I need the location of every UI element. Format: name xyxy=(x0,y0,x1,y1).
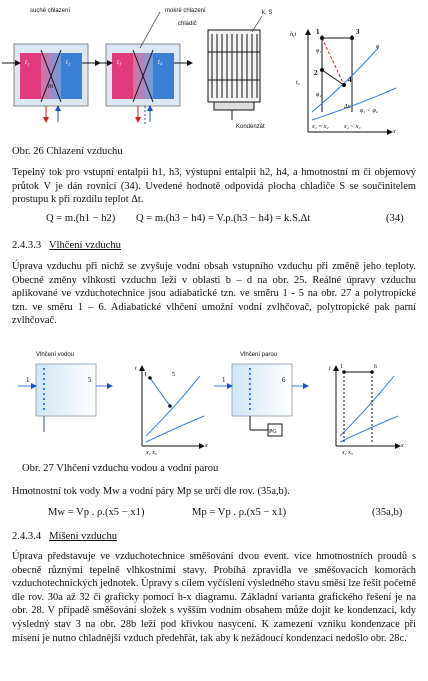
section-title: Vlhčení vzduchu xyxy=(48,240,121,251)
fig27-label-steam: Vlhčení parou xyxy=(240,352,278,358)
svg-text:x₁ x₅: x₁ x₅ xyxy=(146,450,157,456)
dry-cooling-unit xyxy=(2,44,100,122)
svg-text:5: 5 xyxy=(172,372,175,378)
equation-35b: Mp = Vp . ρ.(x5 − x1) xyxy=(192,507,287,518)
fig26-label-ks: k, S xyxy=(262,10,273,16)
section-title: Míšení vzduchu xyxy=(49,531,118,542)
svg-text:φ₂: φ₂ xyxy=(316,92,322,98)
section-heading-2434 xyxy=(12,531,117,542)
svg-text:φ: φ xyxy=(376,44,380,50)
svg-text:t: t xyxy=(135,366,137,372)
paragraph-mixing: Úprava představuje ve vzduchotechnice směšování dvou event. více hmotnostních proudů s obecně různými tepelně vlhkostními stavy. Probíhá zpravidla ve směšovacích komorách vzduchotechnických jednotek. Úpravy s cílem vyčíslení výsledného stavu směsi lze řešit početně dle rov. 30a až 32 či graficky pomocí h-x diagramu. Základní varianta grafického řešení je na obr. 28. V případě směšování složek s vyšším vodním obsahem může dojít ke kondenzaci, kdy výsledný stav 3 na obr. 28b leží pod křivkou nasycení. K zamezení vzniku kondenzace při mísení je nutno chladnější vzduch předehřát, tak aby k nežádoucí kondenzaci nedošlo obr. 28c. xyxy=(12,551,416,644)
hx-diagram-steam xyxy=(329,364,404,456)
section-heading-2433 xyxy=(12,240,121,251)
svg-text:5: 5 xyxy=(88,376,92,384)
fig26-label-cooler: chladič xyxy=(178,21,197,27)
equation-34-number: (34) xyxy=(386,213,404,224)
svg-text:t: t xyxy=(329,366,331,372)
svg-text:m: m xyxy=(48,82,54,90)
svg-text:1: 1 xyxy=(144,372,147,378)
svg-text:x: x xyxy=(205,443,208,449)
svg-text:t₃: t₃ xyxy=(117,58,122,66)
svg-text:x: x xyxy=(401,443,404,449)
paragraph-mass-flow: Hmotnostní tok vody Mw a vodní páry Mp se určí dle rov. (35a,b). xyxy=(12,486,290,497)
fig26-drawing xyxy=(0,0,428,140)
svg-text:2: 2 xyxy=(314,69,318,77)
fig27-caption: Obr. 27 Vlhčení vzduchu vodou a vodní parou xyxy=(22,463,219,474)
svg-text:1: 1 xyxy=(316,28,320,36)
cooler-coil xyxy=(208,16,262,120)
svg-text:1: 1 xyxy=(340,364,343,370)
svg-text:t₂: t₂ xyxy=(66,58,71,66)
equation-34-left: Q = m.(h1 − h2) xyxy=(46,213,116,224)
svg-text:6: 6 xyxy=(282,376,286,384)
fig26-label-condensate: Kondenzát xyxy=(236,124,265,130)
svg-text:PG: PG xyxy=(269,429,277,435)
equation-34-right: Q = m.(h3 − h4) = V.ρ.(h3 − h4) = k.S.Δt xyxy=(136,213,311,224)
svg-text:t₅: t₅ xyxy=(296,80,300,86)
fig26-label-wet: mokré chlazení xyxy=(165,8,206,14)
equation-35a: Mw = Vp . ρ.(x5 − x1) xyxy=(48,507,145,518)
fig26-caption: Obr. 26 Chlazení vzduchu xyxy=(12,146,123,157)
svg-text:Δx: Δx xyxy=(344,104,351,110)
svg-text:x₄ < x₃: x₄ < x₃ xyxy=(344,124,361,130)
hx-diagram-water xyxy=(135,366,208,456)
fig27-drawing xyxy=(0,356,428,456)
water-humidifier-unit xyxy=(18,364,112,432)
svg-text:3: 3 xyxy=(356,28,360,36)
svg-text:1: 1 xyxy=(222,376,226,384)
section-number: 2.4.3.4 xyxy=(12,531,42,542)
steam-humidifier-unit xyxy=(214,364,308,436)
svg-text:1: 1 xyxy=(26,376,30,384)
wet-cooling-unit xyxy=(94,12,192,124)
fig27-label-water: Vlhčení vodou xyxy=(36,352,75,358)
svg-text:x: x xyxy=(393,129,396,135)
svg-text:6: 6 xyxy=(374,364,377,370)
svg-text:x₁ = x₂: x₁ = x₂ xyxy=(312,124,329,130)
hx-diagram-cooling xyxy=(290,28,396,135)
paragraph-humidification: Úprava vzduchu při nichž se zvyšuje vodní obsah vstupního vzduchu při změně jeho teploty. Obecné změny vlhkosti vzduchu leží v oblasti b – d na obr. 25. Reálné úpravy vzduchu aplikované ve vzduchotechnice jsou adiabatické tzn. ve směru 1 - 5 na obr. 27 a polytropické tzn. ve směru 1 – 6. Adiabatické vlhčení umožní vodní zvlhčovač, polytropické pak parní zvlhčovač. xyxy=(12,261,416,327)
svg-text:4: 4 xyxy=(348,76,352,84)
paragraph-heat-flow: Tepelný tok pro vstupní entalpii h1, h3, výstupní entalpii h2, h4, a hmotnostní m či objemový průtok V je dán rovnicí (34). Uvedené hodnotě odpovídá plocha chladiče S se součinitelem prostupu k při rozdílu teplot Δt. xyxy=(12,167,416,206)
fig26-label-dry: suché chlazení xyxy=(30,8,71,14)
svg-text:φ₁: φ₁ xyxy=(316,48,322,54)
svg-text:φ₁ < φ₂: φ₁ < φ₂ xyxy=(360,108,378,114)
svg-text:x₁ x₅: x₁ x₅ xyxy=(342,450,353,456)
equation-35-number: (35a,b) xyxy=(372,507,403,518)
svg-text:t₁: t₁ xyxy=(25,58,30,66)
svg-text:h,t: h,t xyxy=(290,32,297,38)
svg-text:t₄: t₄ xyxy=(158,58,163,66)
section-number: 2.4.3.3 xyxy=(12,240,42,251)
